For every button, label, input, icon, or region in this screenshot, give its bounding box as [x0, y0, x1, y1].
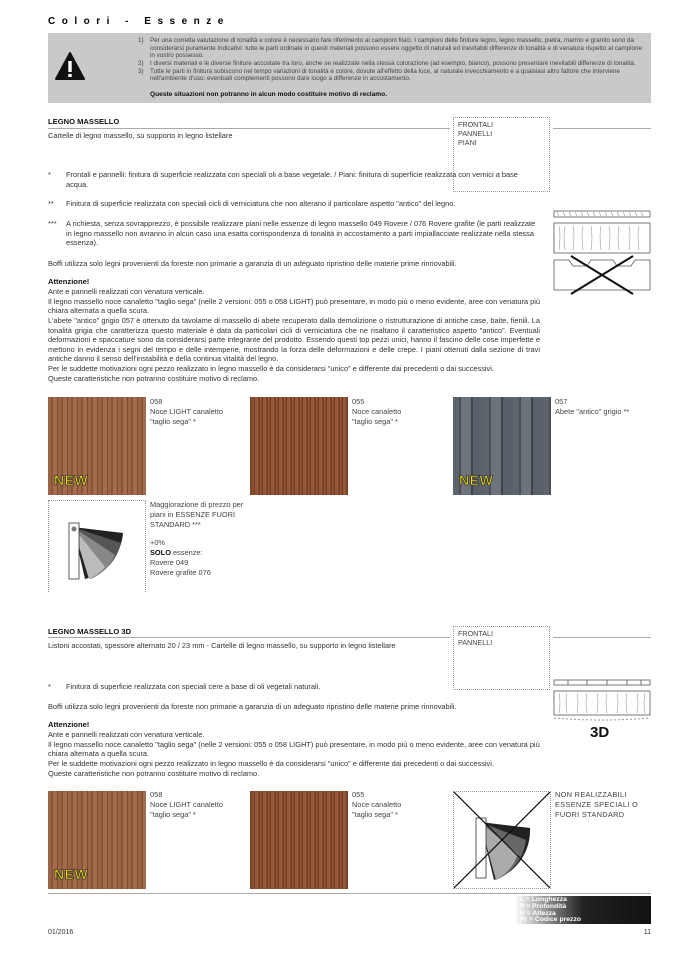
swatch-caption — [150, 397, 223, 427]
surcharge-item: Rovere 049 — [150, 557, 189, 567]
swatch-name: Abete "antico" grigio ** — [555, 406, 630, 416]
divider — [553, 128, 651, 129]
swatch-057 — [453, 397, 551, 495]
applies-item: PIANI — [458, 138, 477, 147]
swatch-055 — [250, 397, 348, 495]
surcharge-text: Maggiorazione di prezzo per piani in ESSENZE FUORI STANDARD *** — [150, 500, 244, 529]
applies-item: PANNELLI — [458, 638, 493, 647]
legend-list — [520, 897, 581, 924]
item-text: Tutte le parti in finitura subiscono nel tempo variazioni di tonalità e colore, dovute all'effetto della luce, al naturale invecchiamento e a qualsiasi altro fattore che interviene nell'ambiente d'uso: eventuali complementi possono dare luogo a differenze in accostamento. — [150, 67, 620, 83]
3d-structure-diagram — [553, 679, 651, 721]
warning-claim: Queste situazioni non potranno in alcun modo costituire motivo di reclamo. — [150, 91, 388, 98]
footnote — [48, 682, 540, 692]
sustainability-note: Boffi utilizza solo legni provenienti da foreste non primarie a garanzia di un adeguato ripristino delle materie prime rinnovabili. — [48, 702, 457, 711]
applies-item: FRONTALI — [458, 629, 494, 638]
footnote-mark: * — [48, 682, 51, 691]
color-fan-icon — [49, 501, 145, 591]
new-badge: NEW — [54, 865, 89, 882]
swatch-name: "taglio sega" * — [352, 809, 398, 819]
not-available-box — [453, 791, 551, 889]
swatch-code: 058 — [150, 397, 163, 406]
swatch-058 — [48, 397, 146, 495]
item-number: 2) — [138, 60, 144, 68]
footnote-text: Finitura di superficie realizzata con speciali cere a base di oli vegetali naturali. — [66, 682, 321, 691]
divider — [48, 637, 450, 638]
solo-rest: essenze: — [170, 547, 203, 557]
swatch-name: Noce canaletto — [352, 799, 402, 809]
new-badge: NEW — [459, 471, 494, 488]
section-heading: LEGNO MASSELLO — [48, 117, 120, 126]
abbreviation-legend — [515, 896, 651, 924]
footnote-text: Finitura di superficie realizzata con speciali cicli di verniciatura che non alterano il particolare aspetto "antico" del legno. — [66, 199, 456, 208]
footnote-mark: *** — [48, 219, 57, 228]
footnote — [48, 170, 540, 189]
surcharge-info — [150, 500, 248, 578]
swatch-name: "taglio sega" * — [150, 416, 196, 426]
footnote-mark: * — [48, 170, 51, 179]
footnote-text: A richiesta, senza sovrapprezzo, è possibile realizzare piani nelle essenze di legno massello 049 Rovere / 076 Rovere grafite (le parti realizzate in legno massello non avranno in alcun caso una esatta corrispondenza di tonalità in accostamento a parti impiallacciate realizzate nella stessa essenza). — [66, 219, 536, 248]
footnote — [48, 219, 540, 248]
section-subtitle: Listoni accostati, spessore alternato 20 / 23 mm - Cartelle di legno massello, su supporto in legno listellare — [48, 641, 396, 650]
solo-label: SOLO — [150, 547, 171, 557]
footnote-mark: ** — [48, 199, 54, 208]
page-number: 11 — [643, 929, 651, 936]
footnote — [48, 199, 540, 209]
warning-icon — [55, 52, 85, 80]
applies-item: FRONTALI — [458, 120, 494, 129]
attention-title: Attenzione! — [48, 277, 90, 286]
attention-title: Attenzione! — [48, 720, 90, 729]
divider — [48, 128, 450, 129]
warning-item — [138, 37, 646, 60]
swatch-code: 055 — [352, 397, 365, 406]
swatch-code: 058 — [150, 790, 163, 799]
legend-item: H = Altezza — [520, 909, 556, 917]
item-text: Per una corretta valutazione di tonalità e colore è necessario fare riferimento ai campioni fisici. I campioni delle finiture legno, legno massello, pietra, marmo e granito sono da considerarsi puramente indicativi: tutte le parti ordinate in questi materiali possono essere oggetto di naturali ed inevitabili differenze di tonalità e di venatura rispetto al campione in vostro possesso. — [150, 37, 643, 60]
warning-item — [138, 60, 646, 68]
solo-line — [150, 548, 248, 558]
legend-item: L = Lunghezza — [520, 896, 567, 903]
swatch-code: 057 — [555, 397, 568, 406]
applies-to-box — [453, 626, 550, 690]
warning-box — [48, 33, 651, 103]
warning-item — [138, 68, 646, 83]
crossed-fan-icon — [454, 792, 550, 888]
item-number: 1) — [138, 37, 144, 44]
swatch-caption — [555, 397, 629, 417]
surcharge-item: Rovere grafite 076 — [150, 567, 211, 577]
sustainability-note: Boffi utilizza solo legni provenienti da foreste non primarie a garanzia di un adeguato ripristino delle materie prime rinnovabili. — [48, 259, 457, 268]
footnote-text: Frontali e pannelli: finitura di superficie realizzata con speciali oli a base vegetale. / Piani: finitura di superficie realizzata con vernici a base acqua. — [66, 170, 518, 189]
swatch-code: 055 — [352, 790, 365, 799]
surcharge-value: +0% — [150, 537, 165, 547]
3d-label: 3D — [590, 724, 610, 741]
swatch-name: "taglio sega" * — [352, 416, 398, 426]
swatch-055 — [250, 791, 348, 889]
swatch-058 — [48, 791, 146, 889]
section-heading: LEGNO MASSELLO 3D — [48, 627, 132, 636]
swatch-caption — [150, 790, 223, 820]
footer-divider — [48, 893, 651, 894]
swatch-name: Noce LIGHT canaletto — [150, 799, 223, 809]
swatch-caption — [352, 790, 401, 820]
legend-item: Pr = Codice prezzo — [520, 916, 581, 924]
swatch-name: Noce LIGHT canaletto — [150, 406, 223, 416]
applies-item: PANNELLI — [458, 129, 493, 138]
item-text: I diversi materiali e le diverse finiture accostate tra loro, anche se realizzate nella stessa colorazione (ad esempio, bianco), possono presentare inevitabili differenze di tonalità. — [150, 60, 636, 68]
warning-list — [138, 37, 646, 83]
swatch-caption — [352, 397, 401, 427]
wood-structure-diagram — [553, 210, 651, 296]
new-badge: NEW — [54, 471, 89, 488]
swatch-name: Noce canaletto — [352, 406, 402, 416]
footer-date: 01/2016 — [48, 929, 74, 936]
attention-text: Ante e pannelli realizzati con venatura verticale. Il legno massello noce canaletto "taglio sega" (nelle 2 versioni: 055 o 058 LIGHT) può presentare, in modo più o meno evidente, aree con venatura più chiara alternata a quella scura. Per le suddette motivazioni ogni pezzo realizzato in legno massello è da considerarsi "unico" e differente dai precedenti o dai successivi. Queste caratteristiche non potranno costituire motivo di reclamo. — [48, 730, 540, 778]
legend-item: P = Profondità — [520, 902, 567, 910]
swatch-name: "taglio sega" * — [150, 809, 196, 819]
divider — [553, 637, 651, 638]
fan-deck-box — [48, 500, 146, 592]
page-title: Colori - Essenze — [48, 16, 230, 27]
attention-text: Ante e pannelli realizzati con venatura verticale. Il legno massello noce canaletto "taglio sega" (nelle 2 versioni: 055 o 058 LIGHT) può presentare, in modo più o meno evidente, aree con venatura più chiara alternata a quella scura. L'abete "antico" grigio 057 è ottenuto da tavolame di massello di abete recuperato dalla demolizione o ristrutturazione di antiche case, baite, fienili. La tonalità grigia che caratterizza questo materiale è data da particolari cicli di verniciatura che ne risaltano il caratteristico aspetto "antico". Eventuali deformazioni e spaccature sono da considerarsi parte integrante del prodotto. Essendo questi top pezzi unici, hanno il fascino delle cose imperfette e mettono in evidenza i segni del tempo e delle intemperie, mostrando la forza delle deformazioni e delle crepe. I piani ottenuti dalla sezione di travi antiche danno il senso dell'instabilità e della continua vitalità del legno. Per le suddette motivazioni ogni pezzo realizzato in legno massello è da considerarsi "unico" e differente dai precedenti o dai successivi. Queste caratteristiche non potranno costituire motivo di reclamo. — [48, 287, 540, 383]
item-number: 3) — [138, 67, 144, 75]
section-subtitle: Cartelle di legno massello, su supporto in legno listellare — [48, 131, 233, 140]
not-available-text: NON REALIZZABILI ESSENZE SPECIALI O FUORI STANDARD — [555, 790, 639, 819]
